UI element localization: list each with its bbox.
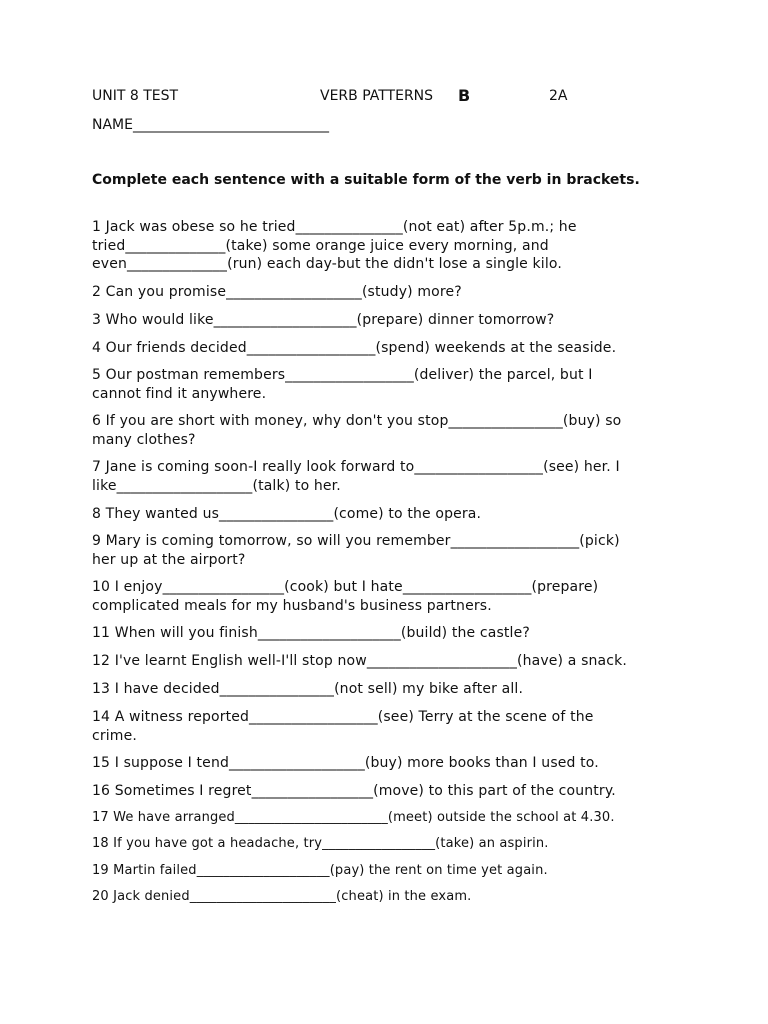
question-20: 20 Jack denied______________________(cheat) in the exam. [92,889,472,904]
question-6: 6 If you are short with money, why don't you stop________________(buy) so many clothes? [92,413,622,448]
name-field: NAME____________________________ [92,117,329,133]
question-19: 19 Martin failed____________________(pay) the rent on time yet again. [92,863,548,878]
question-11: 11 When will you finish____________________(build) the castle? [92,625,530,641]
question-14: 14 A witness reported__________________(see) Terry at the scene of the crime. [92,709,594,744]
class-label: 2A [549,88,568,104]
question-5: 5 Our postman remembers__________________(deliver) the parcel, but I cannot find it anywhere. [92,367,593,402]
question-13: 13 I have decided________________(not sell) my bike after all. [92,681,524,697]
question-2: 2 Can you promise___________________(study) more? [92,284,462,300]
test-variant: B [458,86,471,105]
question-16: 16 Sometimes I regret_________________(move) to this part of the country. [92,783,616,799]
question-18: 18 If you have got a headache, try_________________(take) an aspirin. [92,836,549,851]
question-12: 12 I've learnt English well-I'll stop now_____________________(have) a snack. [92,653,627,669]
question-7: 7 Jane is coming soon-I really look forward to__________________(see) her. I like___________________(talk) to her. [92,459,620,494]
test-header [92,88,692,108]
instructions: Complete each sentence with a suitable form of the verb in brackets. [92,172,640,188]
question-4: 4 Our friends decided__________________(spend) weekends at the seaside. [92,340,617,356]
test-title: VERB PATTERNS [320,88,434,104]
question-3: 3 Who would like____________________(prepare) dinner tomorrow? [92,312,555,328]
unit-label: UNIT 8 TEST [92,88,179,104]
question-17: 17 We have arranged_______________________(meet) outside the school at 4.30. [92,810,615,825]
question-10: 10 I enjoy_________________(cook) but I hate__________________(prepare) complicated meals for my husband's business partners. [92,579,599,614]
question-9: 9 Mary is coming tomorrow, so will you remember__________________(pick) her up at the airport? [92,533,620,568]
question-1: 1 Jack was obese so he tried_______________(not eat) after 5p.m.; he tried______________(take) some orange juice every morning, and even______________(run) each day-but the didn't lose a single kilo. [92,219,577,272]
question-8: 8 They wanted us________________(come) to the opera. [92,506,482,522]
question-15: 15 I suppose I tend___________________(buy) more books than I used to. [92,755,599,771]
